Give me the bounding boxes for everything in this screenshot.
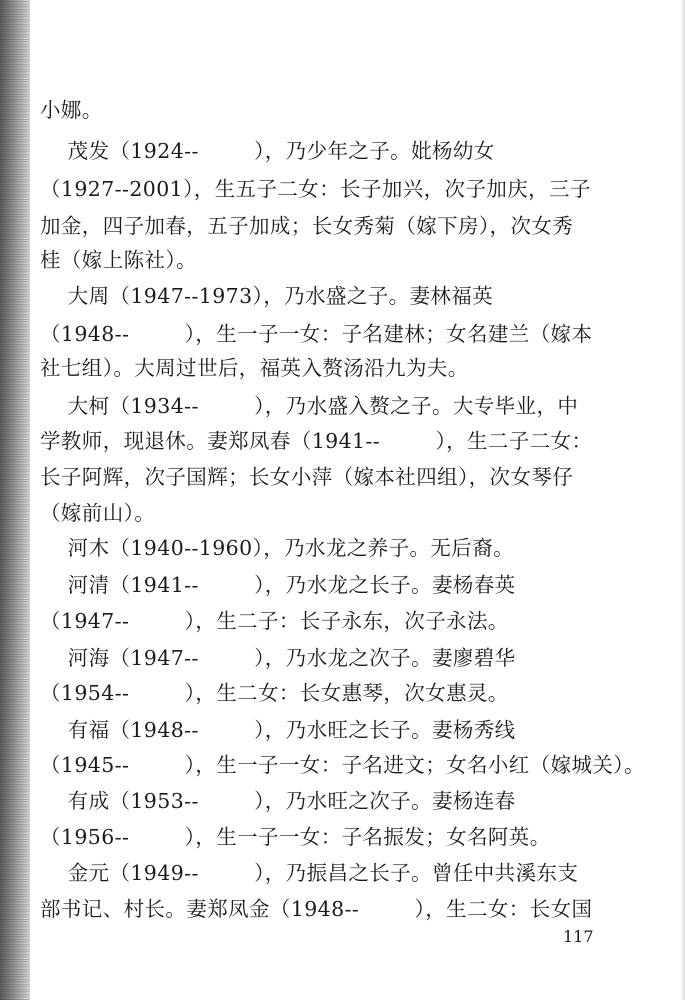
text-line: 加金，四子加春，五子加成；长女秀菊（嫁下房），次女秀 [40, 214, 574, 238]
page-number: 117 [563, 927, 594, 946]
text-line: 小娜。 [40, 98, 103, 122]
text-line: 社七组）。大周过世后，福英入赘汤沿九为夫。 [40, 356, 469, 380]
text-line: （嫁前山）。 [40, 501, 156, 525]
scan-edge-right [681, 0, 685, 1000]
text-line: 大柯（1934-- ），乃水盛入赘之子。大专毕业，中 [40, 394, 579, 418]
text-line: 河清（1941-- ），乃水龙之长子。妻杨春英 [40, 573, 516, 597]
text-line: （1956-- ），生一子一女：子名振发；女名阿英。 [40, 825, 551, 849]
text-line: 长子阿辉，次子国辉；长女小萍（嫁本社四组），次女琴仔 [40, 465, 574, 489]
scan-edge-shadow [0, 0, 30, 1000]
text-line: 有福（1948-- ），乃水旺之长子。妻杨秀线 [40, 718, 516, 742]
text-line: 学教师，现退休。妻郑凤春（1941-- ），生二子二女： [40, 429, 593, 453]
text-line: 金元（1949-- ），乃振昌之长子。曾任中共溪东支 [40, 861, 579, 885]
text-line: 大周（1947--1973），乃水盛之子。妻林福英 [40, 284, 494, 308]
text-line: （1954-- ），生二女：长女惠琴，次女惠灵。 [40, 681, 509, 705]
text-line: （1948-- ），生一子一女：子名建林；女名建兰（嫁本 [40, 322, 593, 346]
text-line: （1927--2001），生五子二女：长子加兴，次子加庆，三子 [40, 177, 591, 201]
text-line: 有成（1953-- ），乃水旺之次子。妻杨连春 [40, 789, 516, 813]
text-line: 河木（1940--1960），乃水龙之养子。无后裔。 [40, 536, 515, 560]
text-line: 部书记、村长。妻郑凤金（1948-- ），生二女：长女国 [40, 897, 593, 921]
text-line: （1947-- ），生二子：长子永东，次子永法。 [40, 609, 509, 633]
text-line: （1945-- ），生一子一女：子名进文；女名小红（嫁城关）。 [40, 753, 645, 777]
text-line: 桂（嫁上陈社）。 [40, 248, 197, 272]
text-line: 河海（1947-- ），乃水龙之次子。妻廖碧华 [40, 646, 516, 670]
text-line: 茂发（1924-- ），乃少年之子。妣杨幼女 [40, 139, 495, 163]
